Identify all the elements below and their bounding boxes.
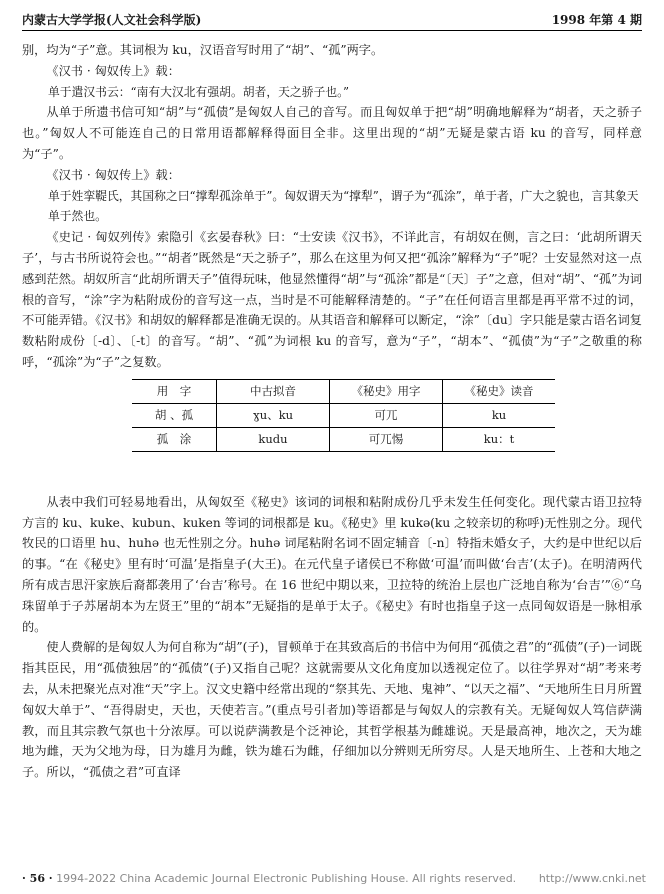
block-quote: 单于姓挛鞮氏，其国称之曰“撑犁孤涂单于”。匈奴谓天为“撑犁”，谓子为“孤涂”，单于者，广大之貌也，言其象天单于然也。 <box>47 188 639 224</box>
table-cell: 可兀惕 <box>330 427 443 451</box>
table-cell: 可兀 <box>330 403 443 427</box>
table-cell: ku：t <box>443 427 556 451</box>
citation-intro: 《汉书 · 匈奴传上》载： <box>46 63 180 78</box>
paragraph: 使人费解的是匈奴人为何自称为“胡”(子)，冒顿单于在其致高后的书信中为何用“孤债之君”的“孤债”(子)一词既指其臣民，用“孤债独居”的“孤债”(子)又指自己呢？这就需要从文化角度加以透视定位了。以往学界对“胡”考来考去，从未把聚光点对准“天”字上。汉文史籍中经常出现的“祭其先、天地、鬼神”、“以天之福”、“天地所生日月所置匈奴大单于”、“吾得尉史，天也，天使若言。”(重点号引者加)等语都是与匈奴人的宗教有关。无疑匈奴人笃信萨满教，而且其宗教气氛也十分浓厚。可以说萨满教是个泛神论，其哲学根基为雌雄说。天是最高神，地次之，天为雄地为雌，天为父地为母，日为雄月为雌，铁为雄石为雌，仔细加以分辨则无所穷尽。人是天地所生、上苍和大地之子。所以，“孤债之君”可直译 <box>22 640 642 780</box>
table-header: 《秘史》用字 <box>330 379 443 403</box>
table-cell: ku <box>443 403 556 427</box>
table-header: 中古拟音 <box>217 379 330 403</box>
paragraph: 《史记 · 匈奴列传》索隐引《玄晏春秋》曰：“士安读《汉书》，不详此言，有胡奴在侧，言之曰：‘此胡所谓天子’，与古书所说符会也。”“胡者”既然是“天之骄子”，那么在这里为何又把“孤涂”解释为“子”呢？士安显然对这一点感到茫然。胡奴所言“此胡所谓天子”值得玩味，他显然懂得“胡”与“孤涂”都是“〔天〕子”之意，但对“胡”、“孤”为词根的音写，“涂”字为粘附成份的音写这一点，当时是不可能解释清楚的。“子”在任何语言里都是再平常不过的词，不可能弄错。《汉书》和胡奴的解释都是准确无误的。从其语音和解释可以断定，“涂”〔du〕字只能是蒙古语名词复数粘附成份〔-d〕、〔-t〕的音写。“胡”、“孤”为词根 ku 的音写，意为“子”，“胡本”、“孤债”为“子”之敬重的称呼，“孤涂”为“子”之复数。 <box>22 230 642 369</box>
table-header-row <box>132 379 555 403</box>
table-cell: ɣu、ku <box>217 403 330 427</box>
table-cell: 胡 、孤 <box>132 403 217 427</box>
table-row <box>132 427 555 451</box>
comparison-table <box>132 379 555 452</box>
table-header: 用 字 <box>132 379 217 403</box>
table-row <box>132 403 555 427</box>
paragraph: 从单于所遗书信可知“胡”与“孤债”是匈奴人自己的音写。而且匈奴单于把“胡”明确地解释为“胡者，天之骄子也。”匈奴人不可能连自己的日常用语都解释得面目全非。这里出现的“胡”无疑是蒙古语 ku 的音写，同样意为“子”。 <box>22 105 642 161</box>
paragraph: 从表中我们可轻易地看出，从匈奴至《秘史》该词的词根和粘附成份几乎未发生任何变化。现代蒙古语卫拉特方言的 ku、kuke、kubun、kuken 等词的词根都是 ku。《秘史》里 kukə(ku 之较亲切的称呼)无性别之分。现代牧民的口语里 hu、huhə 也无性别之分。huhə 词尾粘附名词不固定辅音〔-n〕特指未婚女子，大约是中世纪以后的事。“在《秘史》里有时‘可温’是指皇子(大王)。在元代皇子诸侯已不称做‘可温’而叫做‘台吉’(太子)。在明清两代所有成吉思汗家族后裔都袭用了‘台吉’称号。在 16 世纪中期以来，卫拉特的统治上层也广泛地自称为‘台吉’”⑥“乌珠留单于子苏屠胡本为左贤王”里的“胡本”无疑指的是单于太子。《秘史》有时也指皇子这一点同匈奴语是一脉相承的。 <box>22 494 642 634</box>
site-link[interactable]: http://www.cnki.net <box>538 872 646 885</box>
table-cell: 孤 涂 <box>156 432 192 447</box>
spacer <box>22 452 642 492</box>
block-quote: 单于遣汉书云：“南有大汉北有强胡。胡者，天之骄子也。” <box>47 84 350 99</box>
issue-number: 1998 年第 4 期 <box>551 13 642 27</box>
copyright-text: 1994-2022 China Academic Journal Electronic Publishing House. All rights reserved. <box>56 872 517 885</box>
citation-intro: 《汉书 · 匈奴传上》载： <box>46 167 180 182</box>
table-header: 《秘史》读音 <box>443 379 556 403</box>
page-footer <box>22 872 646 885</box>
table-cell: kudu <box>217 427 330 451</box>
journal-title: 内蒙古大学学报(人文社会科学版) <box>22 13 202 27</box>
article-body <box>22 40 642 783</box>
journal-header <box>22 8 642 31</box>
page-number: · 56 · <box>22 872 53 885</box>
paragraph: 别，均为“子”意。其词根为 ku，汉语音写时用了“胡”、“孤”两字。 <box>22 43 384 57</box>
